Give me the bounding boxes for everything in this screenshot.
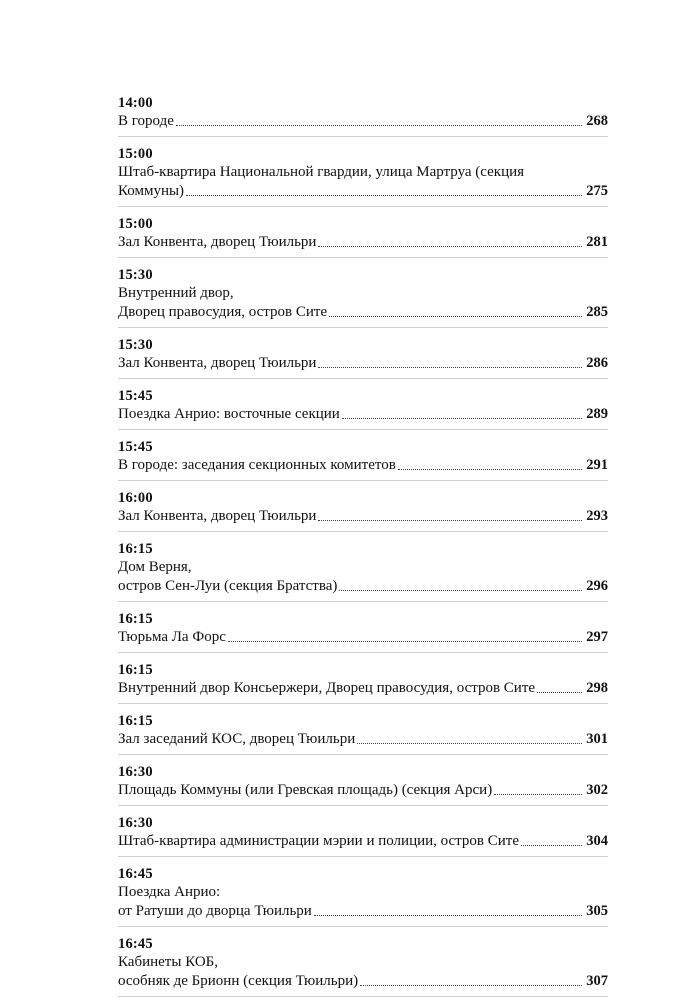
entry-title-line: Штаб-квартира администрации мэрии и полиции, остров Сите <box>118 833 519 849</box>
entry-title-line: Зал Конвента, дворец Тюильри <box>118 355 317 371</box>
entry-title-line: В городе: заседания секционных комитетов <box>118 457 396 473</box>
dot-leader <box>228 640 582 642</box>
dot-leader <box>176 124 582 126</box>
entry-title-row <box>118 507 608 526</box>
dot-leader <box>360 984 582 986</box>
entry-title-row <box>118 405 608 424</box>
page-number: 293 <box>586 508 608 524</box>
entry-title-line: Дворец правосудия, остров Сите <box>118 304 328 320</box>
entry-time: 14:00 <box>118 95 153 111</box>
page-number: 301 <box>586 731 608 747</box>
page-number: 285 <box>586 304 608 320</box>
dot-leader <box>318 245 582 247</box>
entry-title-row <box>118 456 608 475</box>
entry-title-row <box>118 628 608 647</box>
entry-title-line: Кабинеты КОБ, <box>118 954 219 970</box>
toc-entry <box>118 266 608 328</box>
entry-title-row <box>118 182 608 201</box>
entry-title-line: от Ратуши до дворца Тюильри <box>118 903 312 919</box>
entry-title-line: Зал Конвента, дворец Тюильри <box>118 234 317 250</box>
entry-title-line: Внутренний двор, <box>118 285 234 301</box>
entry-time: 16:00 <box>118 490 153 506</box>
page-number: 297 <box>586 629 608 645</box>
entry-title-row <box>118 354 608 373</box>
page-number: 296 <box>586 578 608 594</box>
page-number: 307 <box>586 973 608 989</box>
entry-time: 16:15 <box>118 541 153 557</box>
toc-entry <box>118 935 608 997</box>
dot-leader <box>318 519 582 521</box>
toc-entry <box>118 336 608 379</box>
page-number: 298 <box>586 680 608 696</box>
entry-time: 15:45 <box>118 388 153 404</box>
entry-time: 16:15 <box>118 713 153 729</box>
entry-time: 16:30 <box>118 764 153 780</box>
entry-time: 15:45 <box>118 439 153 455</box>
toc-entry <box>118 661 608 704</box>
entry-title-row <box>118 902 608 921</box>
entry-title-line: Площадь Коммуны (или Гревская площадь) (секция Арси) <box>118 782 493 798</box>
entry-time: 15:00 <box>118 216 153 232</box>
toc-entry <box>118 865 608 927</box>
dot-leader <box>494 793 582 795</box>
entry-title-line: Тюрьма Ла Форс <box>118 629 226 645</box>
dot-leader <box>314 914 582 916</box>
entry-time: 16:15 <box>118 611 153 627</box>
entry-time: 16:15 <box>118 662 153 678</box>
entry-time: 16:30 <box>118 815 153 831</box>
entry-title-row <box>118 832 608 851</box>
entry-title-line: Зал Конвента, дворец Тюильри <box>118 508 317 524</box>
table-of-contents <box>118 94 608 1005</box>
toc-entry <box>118 712 608 755</box>
entry-title-line: особняк де Брионн (секция Тюильри) <box>118 973 359 989</box>
entry-time: 15:30 <box>118 337 153 353</box>
toc-entry <box>118 763 608 806</box>
entry-title-row <box>118 112 608 131</box>
dot-leader <box>521 844 582 846</box>
dot-leader <box>398 468 582 470</box>
toc-entry <box>118 94 608 137</box>
dot-leader <box>318 366 582 368</box>
toc-entry <box>118 145 608 207</box>
entry-time: 15:00 <box>118 146 153 162</box>
entry-title-row <box>118 303 608 322</box>
dot-leader <box>186 194 582 196</box>
entry-title-line: Внутренний двор Консьержери, Дворец правосудия, остров Сите <box>118 680 536 696</box>
page-number: 289 <box>586 406 608 422</box>
page-number: 275 <box>586 183 608 199</box>
toc-entry <box>118 438 608 481</box>
entry-time: 16:45 <box>118 936 153 952</box>
entry-title-line: В городе <box>118 113 174 129</box>
entry-title-row <box>118 577 608 596</box>
entry-title-line: Зал заседаний КОС, дворец Тюильри <box>118 731 356 747</box>
page-number: 291 <box>586 457 608 473</box>
entry-time: 16:45 <box>118 866 153 882</box>
entry-title-row <box>118 781 608 800</box>
dot-leader <box>537 691 582 693</box>
page-number: 268 <box>586 113 608 129</box>
dot-leader <box>329 315 582 317</box>
page-number: 281 <box>586 234 608 250</box>
page-number: 304 <box>586 833 608 849</box>
entry-title-line: Коммуны) <box>118 183 185 199</box>
entry-title-line: остров Сен-Луи (секция Братства) <box>118 578 338 594</box>
toc-entry <box>118 540 608 602</box>
entry-title-row <box>118 679 608 698</box>
toc-entry <box>118 610 608 653</box>
entry-title-row <box>118 972 608 991</box>
entry-title-line: Поездка Анрио: <box>118 884 221 900</box>
entry-title-line: Штаб-квартира Национальной гвардии, улица Мартруа (секция <box>118 164 525 180</box>
page-number: 305 <box>586 903 608 919</box>
dot-leader <box>339 589 582 591</box>
dot-leader <box>357 742 582 744</box>
entry-title-line: Дом Верня, <box>118 559 192 575</box>
entry-title-line: Поездка Анрио: восточные секции <box>118 406 340 422</box>
entry-title-row <box>118 233 608 252</box>
entry-time: 15:30 <box>118 267 153 283</box>
toc-entry <box>118 387 608 430</box>
toc-entry <box>118 814 608 857</box>
page-number: 302 <box>586 782 608 798</box>
toc-entry <box>118 489 608 532</box>
toc-entry <box>118 215 608 258</box>
page-number: 286 <box>586 355 608 371</box>
entry-title-row <box>118 730 608 749</box>
dot-leader <box>342 417 582 419</box>
